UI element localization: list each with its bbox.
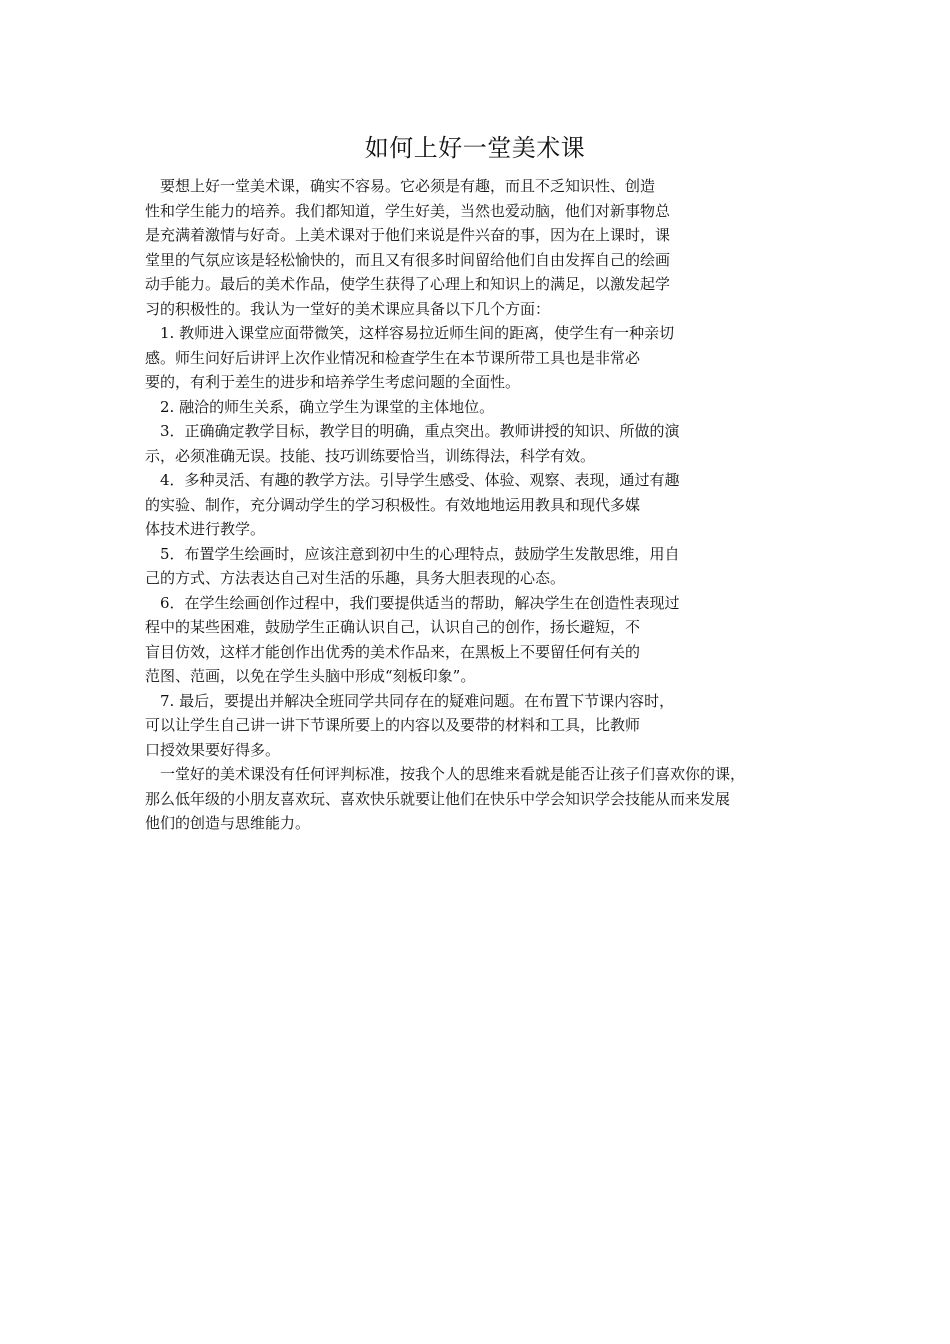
text-line: 示，必须准确无误。技能、技巧训练要恰当，训练得法，科学有效。 xyxy=(145,446,596,465)
text-line: 2. 融洽的师生关系，确立学生为课堂的主体地位。 xyxy=(160,397,495,416)
text-line: 他们的创造与思维能力。 xyxy=(145,814,311,832)
text-line: 7. 最后，要提出并解决全班同学共同存在的疑难问题。在布置下节课内容时， xyxy=(160,691,675,710)
text-line: 动手能力。最后的美术作品，使学生获得了心理上和知识上的满足，以激发起学 xyxy=(145,275,671,293)
text-line: 可以让学生自己讲一讲下节课所要上的内容以及要带的材料和工具，比教师 xyxy=(145,716,641,734)
text-line: 性和学生能力的培养。我们都知道，学生好美，当然也爱动脑，他们对新事物总 xyxy=(145,201,671,220)
text-line: 堂里的气氛应该是轻松愉快的，而且又有很多时间留给他们自由发挥自己的绘画 xyxy=(145,250,671,269)
text-line: 范图、范画，以免在学生头脑中形成“刻板印象”。 xyxy=(145,667,476,685)
text-line: 1. 教师进入课堂应面带微笑，这样容易拉近师生间的距离，使学生有一种亲切 xyxy=(160,324,675,342)
text-line: 要想上好一堂美术课，确实不容易。它必须是有趣，而且不乏知识性、创造 xyxy=(160,177,656,195)
text-line: 4．多种灵活、有趣的教学方法。引导学生感受、体验、观察、表现，通过有趣 xyxy=(160,471,680,489)
text-line: 口授效果要好得多。 xyxy=(145,740,281,759)
text-line: 一堂好的美术课没有任何评判标准，按我个人的思维来看就是能否让孩子们喜欢你的课， xyxy=(160,765,746,783)
text-line: 习的积极性的。我认为一堂好的美术课应具备以下几个方面： xyxy=(145,299,551,318)
text-line: 是充满着激情与好奇。上美术课对于他们来说是件兴奋的事，因为在上课时，课 xyxy=(145,226,671,244)
page-title: 如何上好一堂美术课 xyxy=(364,134,586,162)
text-line: 己的方式、方法表达自己对生活的乐趣，具务大胆表现的心态。 xyxy=(145,569,566,587)
document-body xyxy=(145,174,815,836)
text-line: 体技术进行教学。 xyxy=(145,520,266,538)
text-line: 6．在学生绘画创作过程中，我们要提供适当的帮助，解决学生在创造性表现过 xyxy=(160,593,680,612)
text-line: 盲目仿效，这样才能创作出优秀的美术作品来，在黑板上不要留任何有关的 xyxy=(145,642,641,661)
text-line: 5．布置学生绘画时，应该注意到初中生的心理特点，鼓励学生发散思维，用自 xyxy=(160,544,680,563)
text-line: 那么低年级的小朋友喜欢玩、喜欢快乐就要让他们在快乐中学会知识学会技能从而来发展 xyxy=(145,789,731,808)
text-line: 的实验、制作，充分调动学生的学习积极性。有效地地运用教具和现代多媒 xyxy=(145,495,641,514)
text-line: 要的，有利于差生的进步和培养学生考虑问题的全面性。 xyxy=(145,373,521,391)
text-line: 3．正确确定教学目标，教学目的明确，重点突出。教师讲授的知识、所做的演 xyxy=(160,422,680,440)
text-line: 感。师生问好后讲评上次作业情况和检查学生在本节课所带工具也是非常必 xyxy=(145,348,641,367)
text-line: 程中的某些困难，鼓励学生正确认识自己，认识自己的创作，扬长避短，不 xyxy=(145,618,641,636)
